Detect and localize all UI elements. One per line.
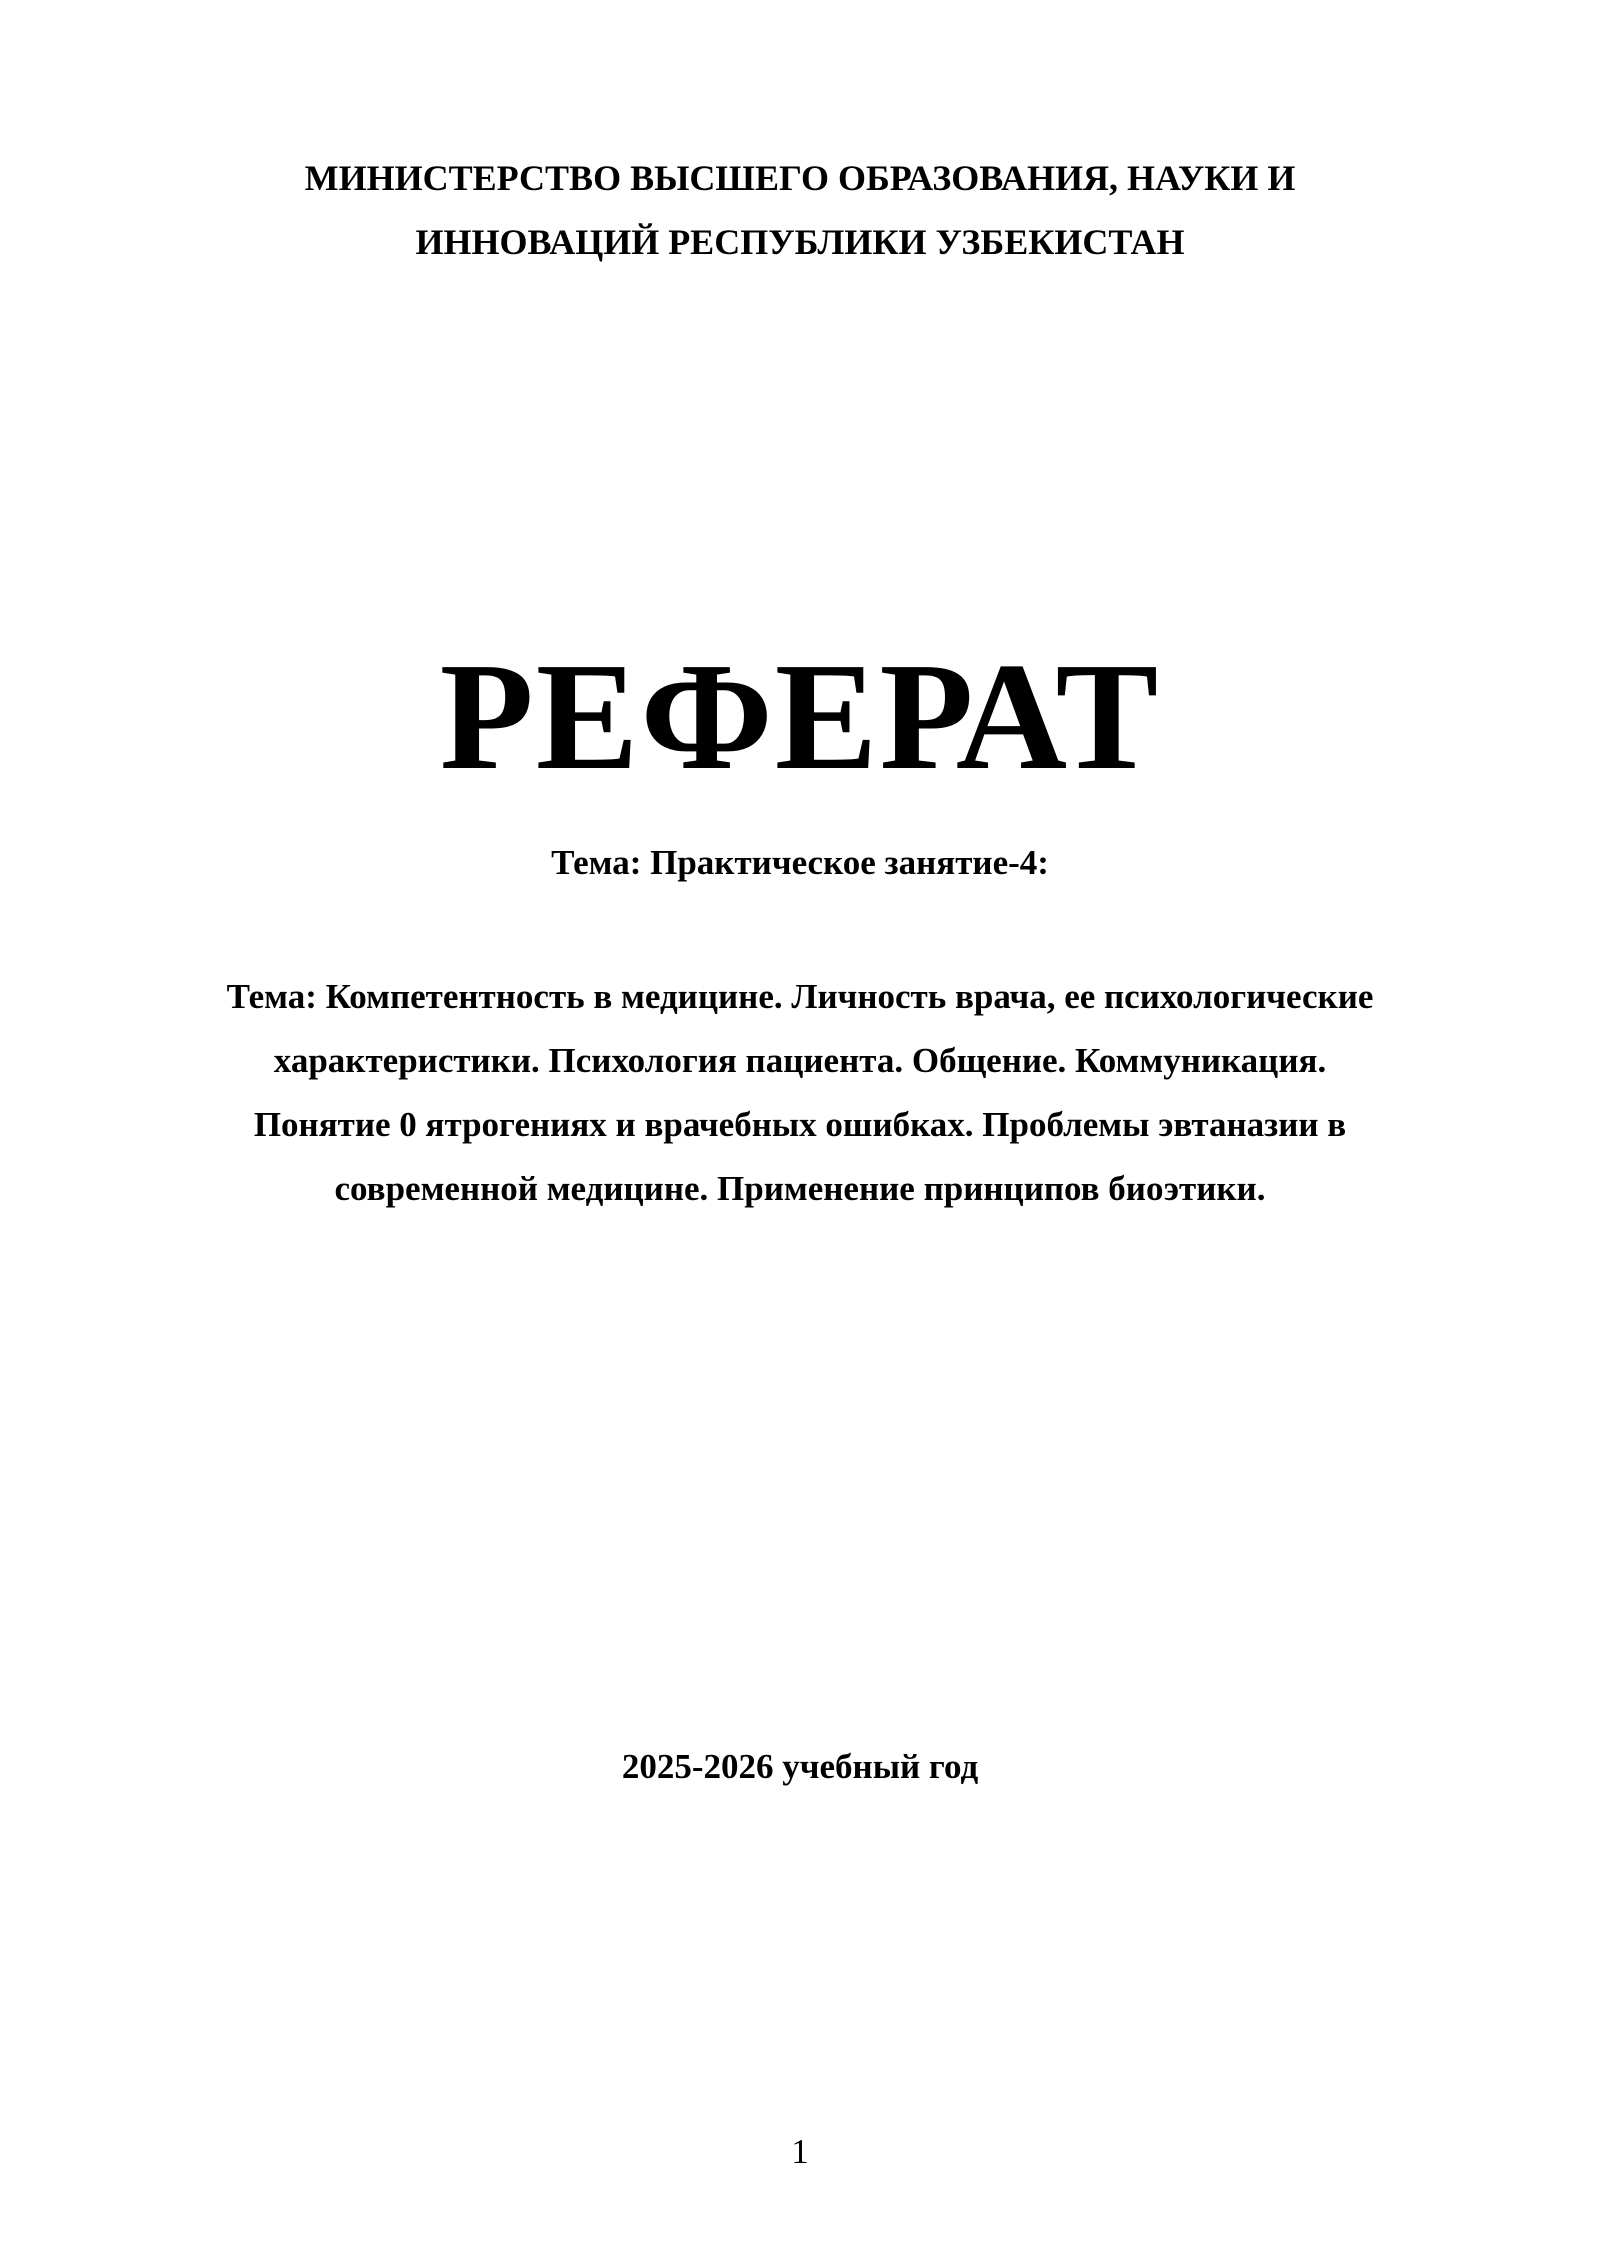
topic-line: Тема: Компетентность в медицине. Личность врача, ее психологические [226, 977, 1374, 1016]
page-number: 1 [791, 2132, 809, 2171]
ministry-header [200, 146, 1400, 274]
document-title: РЕФЕРАТ [439, 632, 1161, 802]
subject-line: Тема: Практическое занятие-4: [551, 843, 1049, 882]
topic-line: характеристики. Психология пациента. Общение. Коммуникация. [273, 1041, 1327, 1080]
topic-line: современной медицине. Применение принципов биоэтики. [334, 1169, 1266, 1208]
topic-line: Понятие 0 ятрогениях и врачебных ошибках. Проблемы эвтаназии в [253, 1105, 1347, 1144]
ministry-line: МИНИСТЕРСТВО ВЫСШЕГО ОБРАЗОВАНИЯ, НАУКИ И [304, 158, 1296, 198]
topic-paragraph [180, 965, 1420, 1221]
ministry-line: ИННОВАЦИЙ РЕСПУБЛИКИ УЗБЕКИСТАН [415, 222, 1185, 262]
academic-year: 2025-2026 учебный год [621, 1747, 979, 1786]
